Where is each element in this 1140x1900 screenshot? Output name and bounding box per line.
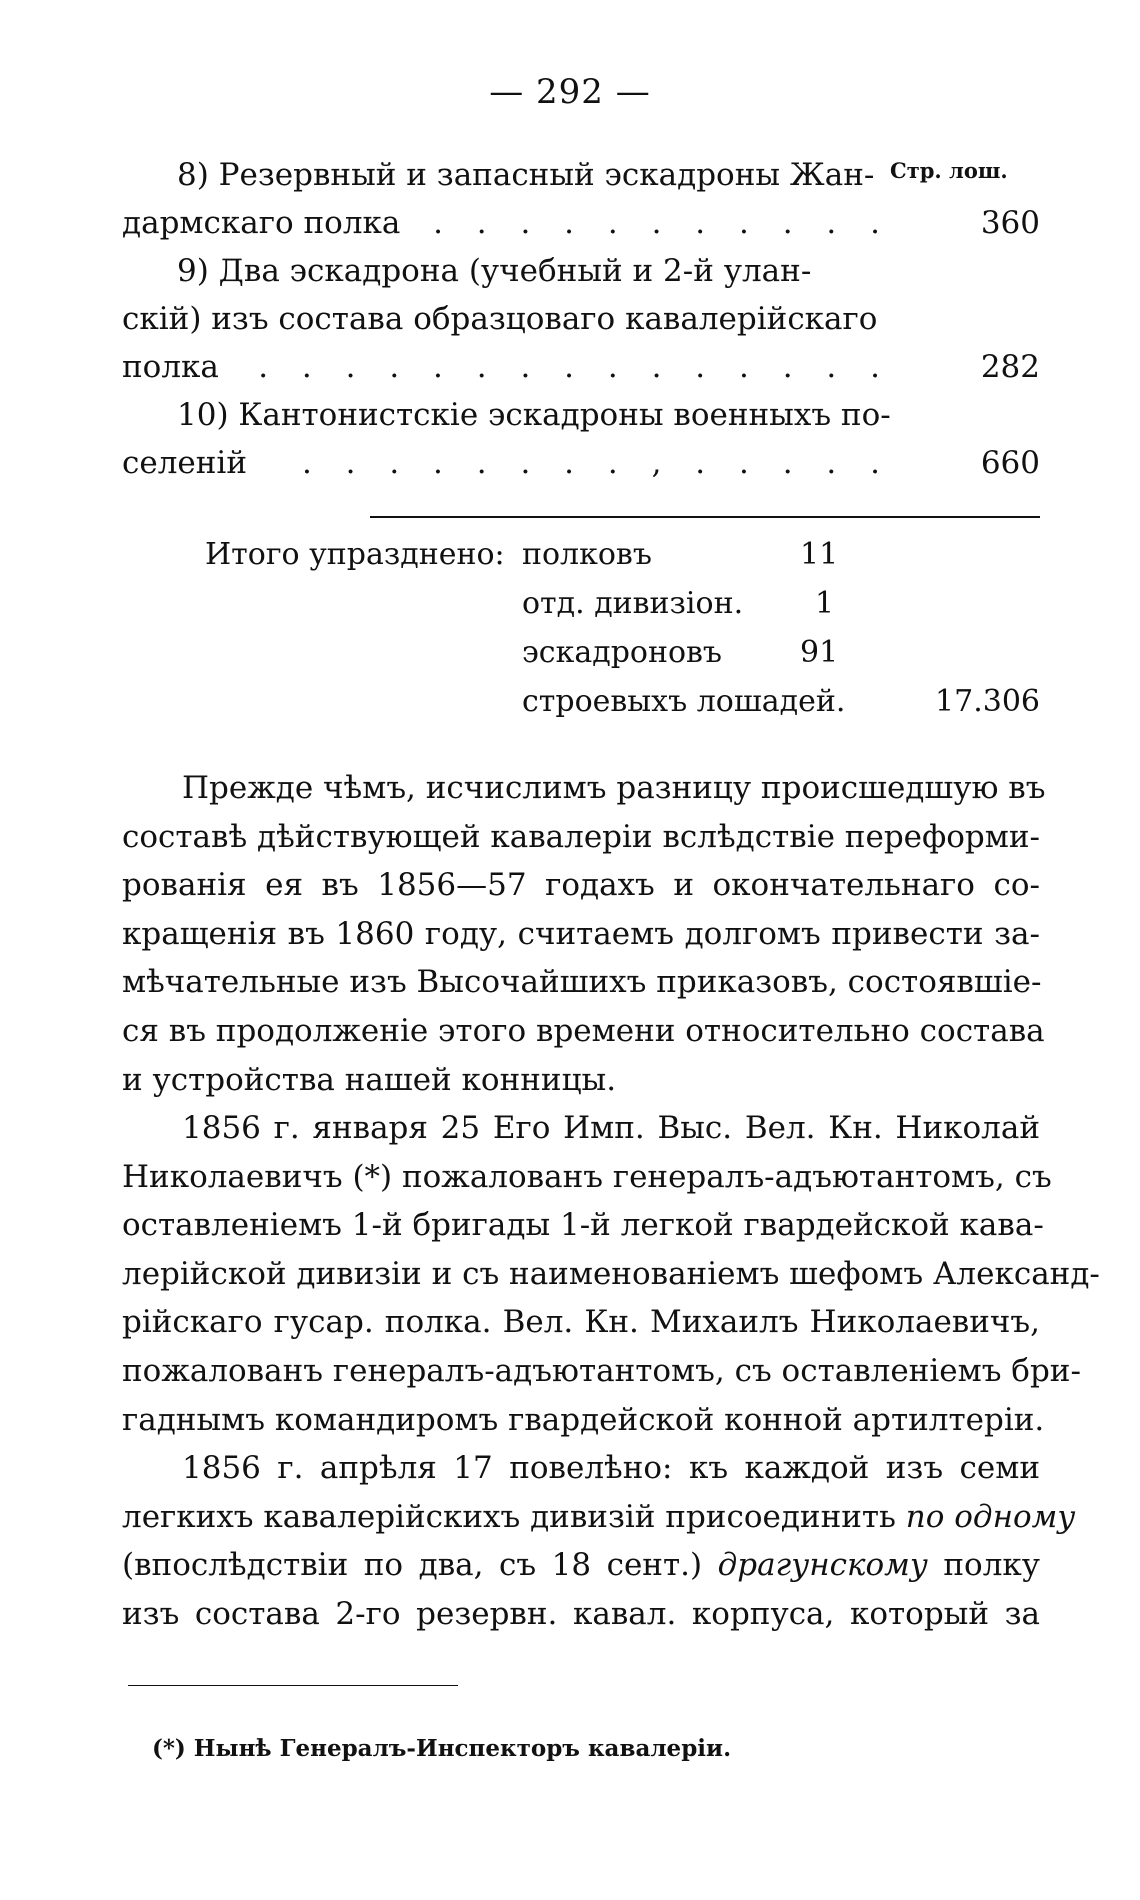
total-item-value: 11 xyxy=(800,537,839,572)
totals-divider xyxy=(370,516,1040,518)
total-horses-value: 17.306 xyxy=(935,684,1040,719)
total-item-value: 91 xyxy=(800,635,839,670)
entry-9-line-2: скій) изъ состава образцоваго кавалерійскаго xyxy=(122,301,878,337)
totals-label: Итого упразднено: xyxy=(205,537,505,572)
italic-text: по одному xyxy=(905,1498,1076,1535)
entry-10-line-2: селеній . . . . . . . . , . . . . . 660 xyxy=(122,439,1040,487)
footnote: (*) Нынѣ Генералъ-Инспекторъ кавалеріи. xyxy=(152,1735,732,1762)
entry-8-line-2: дармскаго полка . . . . . . . . . . . 360 xyxy=(122,199,1040,247)
table-column-header: Стр. лош. xyxy=(890,158,1008,183)
entry-10-line-1: 10) Кантонистскіе эскадроны военныхъ по- xyxy=(177,397,891,433)
entry-9-line-1: 9) Два эскадрона (учебный и 2-й улан- xyxy=(177,253,812,289)
paragraph-1: Прежде чѣмъ, исчислимъ разницу происшедшую въ составѣ дѣйствующей кавалеріи вслѣдствіе переформи- рованія ея въ 1856—57 годахъ и окончательнаго со- кращенія въ 1860 году, считаемъ долгомъ привести за- мѣчательные изъ Высочайшихъ приказовъ, состоявшіе- ся въ продолженіе этого времени относительно состава и устройства нашей конницы. xyxy=(122,770,1046,1098)
leader-dots: . . . . . . . . , . . . . . xyxy=(301,445,892,481)
entry-10-value: 660 xyxy=(980,445,1040,481)
leader-dots: . . . . . . . . . . . . . . . xyxy=(258,349,892,385)
total-item-value: 1 xyxy=(815,586,835,621)
leader-dots: . . . . . . . . . . . xyxy=(433,205,892,241)
entry-8-line-1: 8) Резервный и запасный эскадроны Жан- xyxy=(177,157,875,193)
paragraph-3: 1856 г. апрѣля 17 повелѣно: къ каждой изъ семи легкихъ кавалерійскихъ дивизій присоединить по одному (впослѣдствіи по два, съ 18 сент.) драгунскому полку изъ состава 2-го резервн. кавал. корпуса, который за xyxy=(122,1450,1076,1632)
italic-text: драгунскому xyxy=(717,1547,928,1584)
entry-8-value: 360 xyxy=(980,205,1040,241)
page-number: — 292 — xyxy=(489,72,651,112)
total-item-name: строевыхъ лошадей. xyxy=(522,684,846,719)
entry-9-value: 282 xyxy=(980,349,1040,385)
total-item-name: отд. дивизіон. xyxy=(522,586,744,621)
footnote-divider xyxy=(128,1685,458,1686)
total-item-name: полковъ xyxy=(522,537,652,572)
entry-9-line-3: полка . . . . . . . . . . . . . . . 282 xyxy=(122,343,1040,391)
total-item-name: эскадроновъ xyxy=(522,635,723,670)
paragraph-2: 1856 г. января 25 Его Имп. Выс. Вел. Кн. Николай Николаевичъ (*) пожалованъ генералъ-адъютантомъ, съ оставленіемъ 1-й бригады 1-й легкой гвардейской кава- лерійской дивизіи и съ наименованіемъ шефомъ Александ- рійскаго гусар. полка. Вел. Кн. Михаилъ Николаевичъ, пожалованъ генералъ-адъютантомъ, съ оставленіемъ бри- гаднымъ командиромъ гвардейской конной артилтеріи. xyxy=(122,1110,1100,1438)
